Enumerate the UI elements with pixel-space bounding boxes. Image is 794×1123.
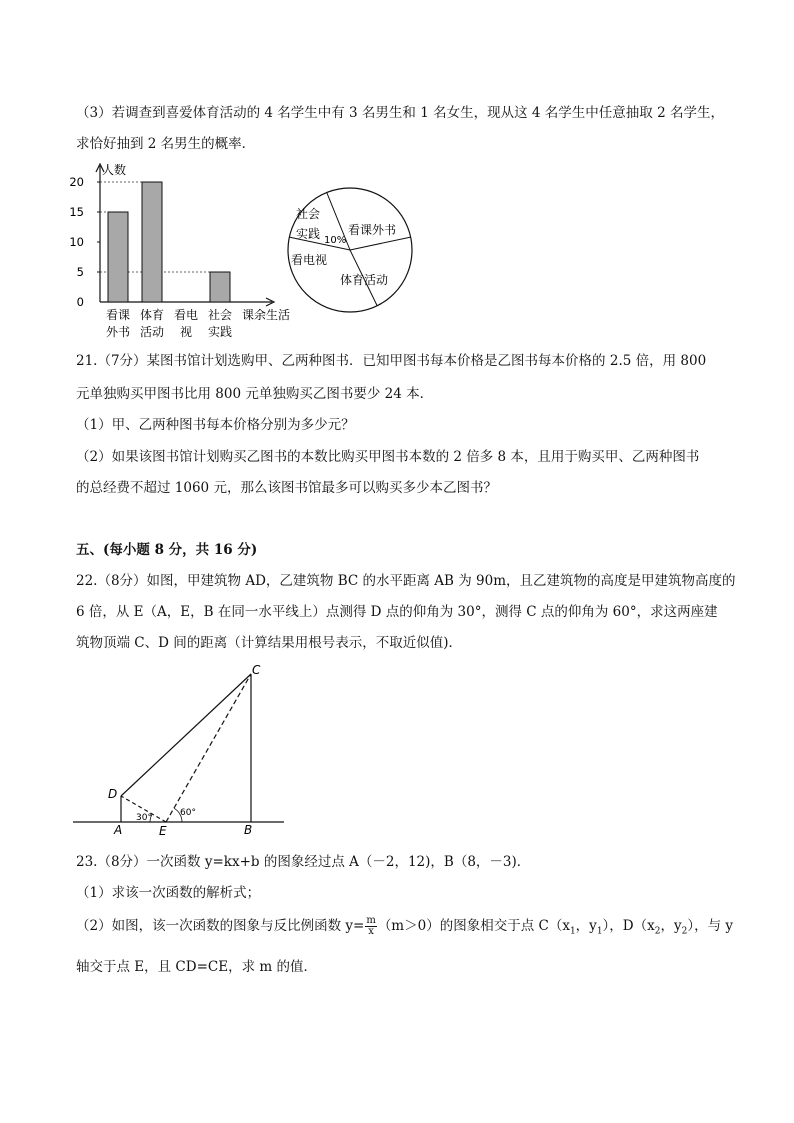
label-b: B <box>244 823 253 837</box>
bar <box>142 182 162 302</box>
pie-label-social-1: 社会 <box>296 207 321 221</box>
q21-line2: 元单独购买甲图书比用 800 元单独购买乙图书要少 24 本． <box>76 386 434 402</box>
fraction-numerator: m <box>366 915 376 926</box>
sub-y1: 1 <box>596 926 603 937</box>
label-angle-30: 30° <box>136 813 152 823</box>
pie-label-tv: 看电视 <box>291 253 328 267</box>
y-tick-label: 10 <box>69 235 84 249</box>
q23-sub2-c3: ，y <box>660 918 682 934</box>
q23-sub2-c1: ，y <box>575 918 597 934</box>
x-category-label: 看电 <box>173 308 199 322</box>
fraction-m-over-x <box>365 916 376 937</box>
pie-label-percent: 10% <box>324 235 347 246</box>
segment-ec <box>166 674 251 822</box>
q20-3-line2: 求恰好抽到 2 名男生的概率． <box>76 136 256 152</box>
q23-sub1: （1）求该一次函数的解析式； <box>76 885 261 901</box>
q20-3-line1: （3）若调查到喜爱体育活动的 4 名学生中有 3 名男生和 1 名女生，现从这 4 名学生中任意抽取 2 名学生， <box>76 105 724 121</box>
bar-chart <box>66 160 312 346</box>
q23-sub2-mid: （m＞0）的图象相交于点 C（x <box>377 918 570 934</box>
label-c: C <box>252 663 261 677</box>
sub-x2: 2 <box>654 926 661 937</box>
pie-divider <box>350 237 411 250</box>
q23-sub2-c2: ），D（x <box>602 918 655 934</box>
sub-y2: 2 <box>681 926 688 937</box>
pie-chart <box>282 186 422 316</box>
q23-sub2-post: ），与 y <box>687 918 734 934</box>
sub-x1: 1 <box>569 926 576 937</box>
q21-sub1: （1）甲、乙两种图书每本价格分别为多少元？ <box>76 417 355 433</box>
x-category-label: 社会 <box>207 308 233 322</box>
q23-line3: 轴交于点 E，且 CD=CE，求 m 的值． <box>76 959 317 975</box>
bar <box>210 272 230 302</box>
label-d: D <box>108 787 118 801</box>
q23-sub2-line <box>76 913 733 945</box>
y-tick-label: 15 <box>69 205 84 219</box>
label-angle-60: 60° <box>180 808 196 818</box>
y-axis-label: 人数 <box>102 163 127 177</box>
x-category-label: 实践 <box>207 325 233 339</box>
q23-line1: 23.（8分）一次函数 y=kx+b 的图象经过点 A（－2，12)，B（8，－3)． <box>76 854 531 870</box>
y-tick-label: 0 <box>76 295 84 309</box>
q22-line2: 6 倍，从 E（A，E，B 在同一水平线上）点测得 D 点的仰角为 30°，测得 C 点的仰角为 60°，求这两座建 <box>76 604 718 620</box>
buildings-figure <box>70 660 290 840</box>
q22-line1: 22.（8分）如图，甲建筑物 AD，乙建筑物 BC 的水平距离 AB 为 90m，且乙建筑物的高度是甲建筑物高度的 <box>76 573 736 589</box>
x-category-label: 体育 <box>139 308 165 322</box>
q21-sub2-line2: 的总经费不超过 1060 元，那么该图书馆最多可以购买多少本乙图书？ <box>76 480 497 496</box>
q21-sub2-line1: （2）如果该图书馆计划购买乙图书的本数比购买甲图书本数的 2 倍多 8 本，且用于购买甲、乙两种图书 <box>76 449 700 465</box>
x-category-label: 看课 <box>105 308 131 322</box>
x-category-label: 外书 <box>105 325 131 339</box>
pie-label-reading: 看课外书 <box>348 223 397 237</box>
fraction-denominator: x <box>368 926 374 937</box>
q22-line3: 筑物顶端 C、D 间的距离（计算结果用根号表示，不取近似值)． <box>76 635 463 651</box>
label-a: A <box>114 823 123 837</box>
y-tick-label: 5 <box>76 265 84 279</box>
x-category-label: 课余生活 <box>241 308 291 322</box>
x-category-label: 活动 <box>139 325 165 339</box>
pie-label-sports: 体育活动 <box>340 273 389 287</box>
label-e: E <box>159 824 167 838</box>
x-category-label: 视 <box>179 325 193 339</box>
segment-dc <box>121 674 251 796</box>
q21-line1: 21.（7分）某图书馆计划选购甲、乙两种图书．已知甲图书每本价格是乙图书每本价格的 2.5 倍，用 800 <box>76 353 707 369</box>
q23-sub2-pre: （2）如图，该一次函数的图象与反比例函数 y= <box>76 918 365 934</box>
section5-title: 五、(每小题 8 分，共 16 分) <box>76 542 258 558</box>
y-tick-label: 20 <box>69 175 84 189</box>
bar <box>108 212 128 302</box>
pie-label-social-2: 实践 <box>296 227 321 241</box>
